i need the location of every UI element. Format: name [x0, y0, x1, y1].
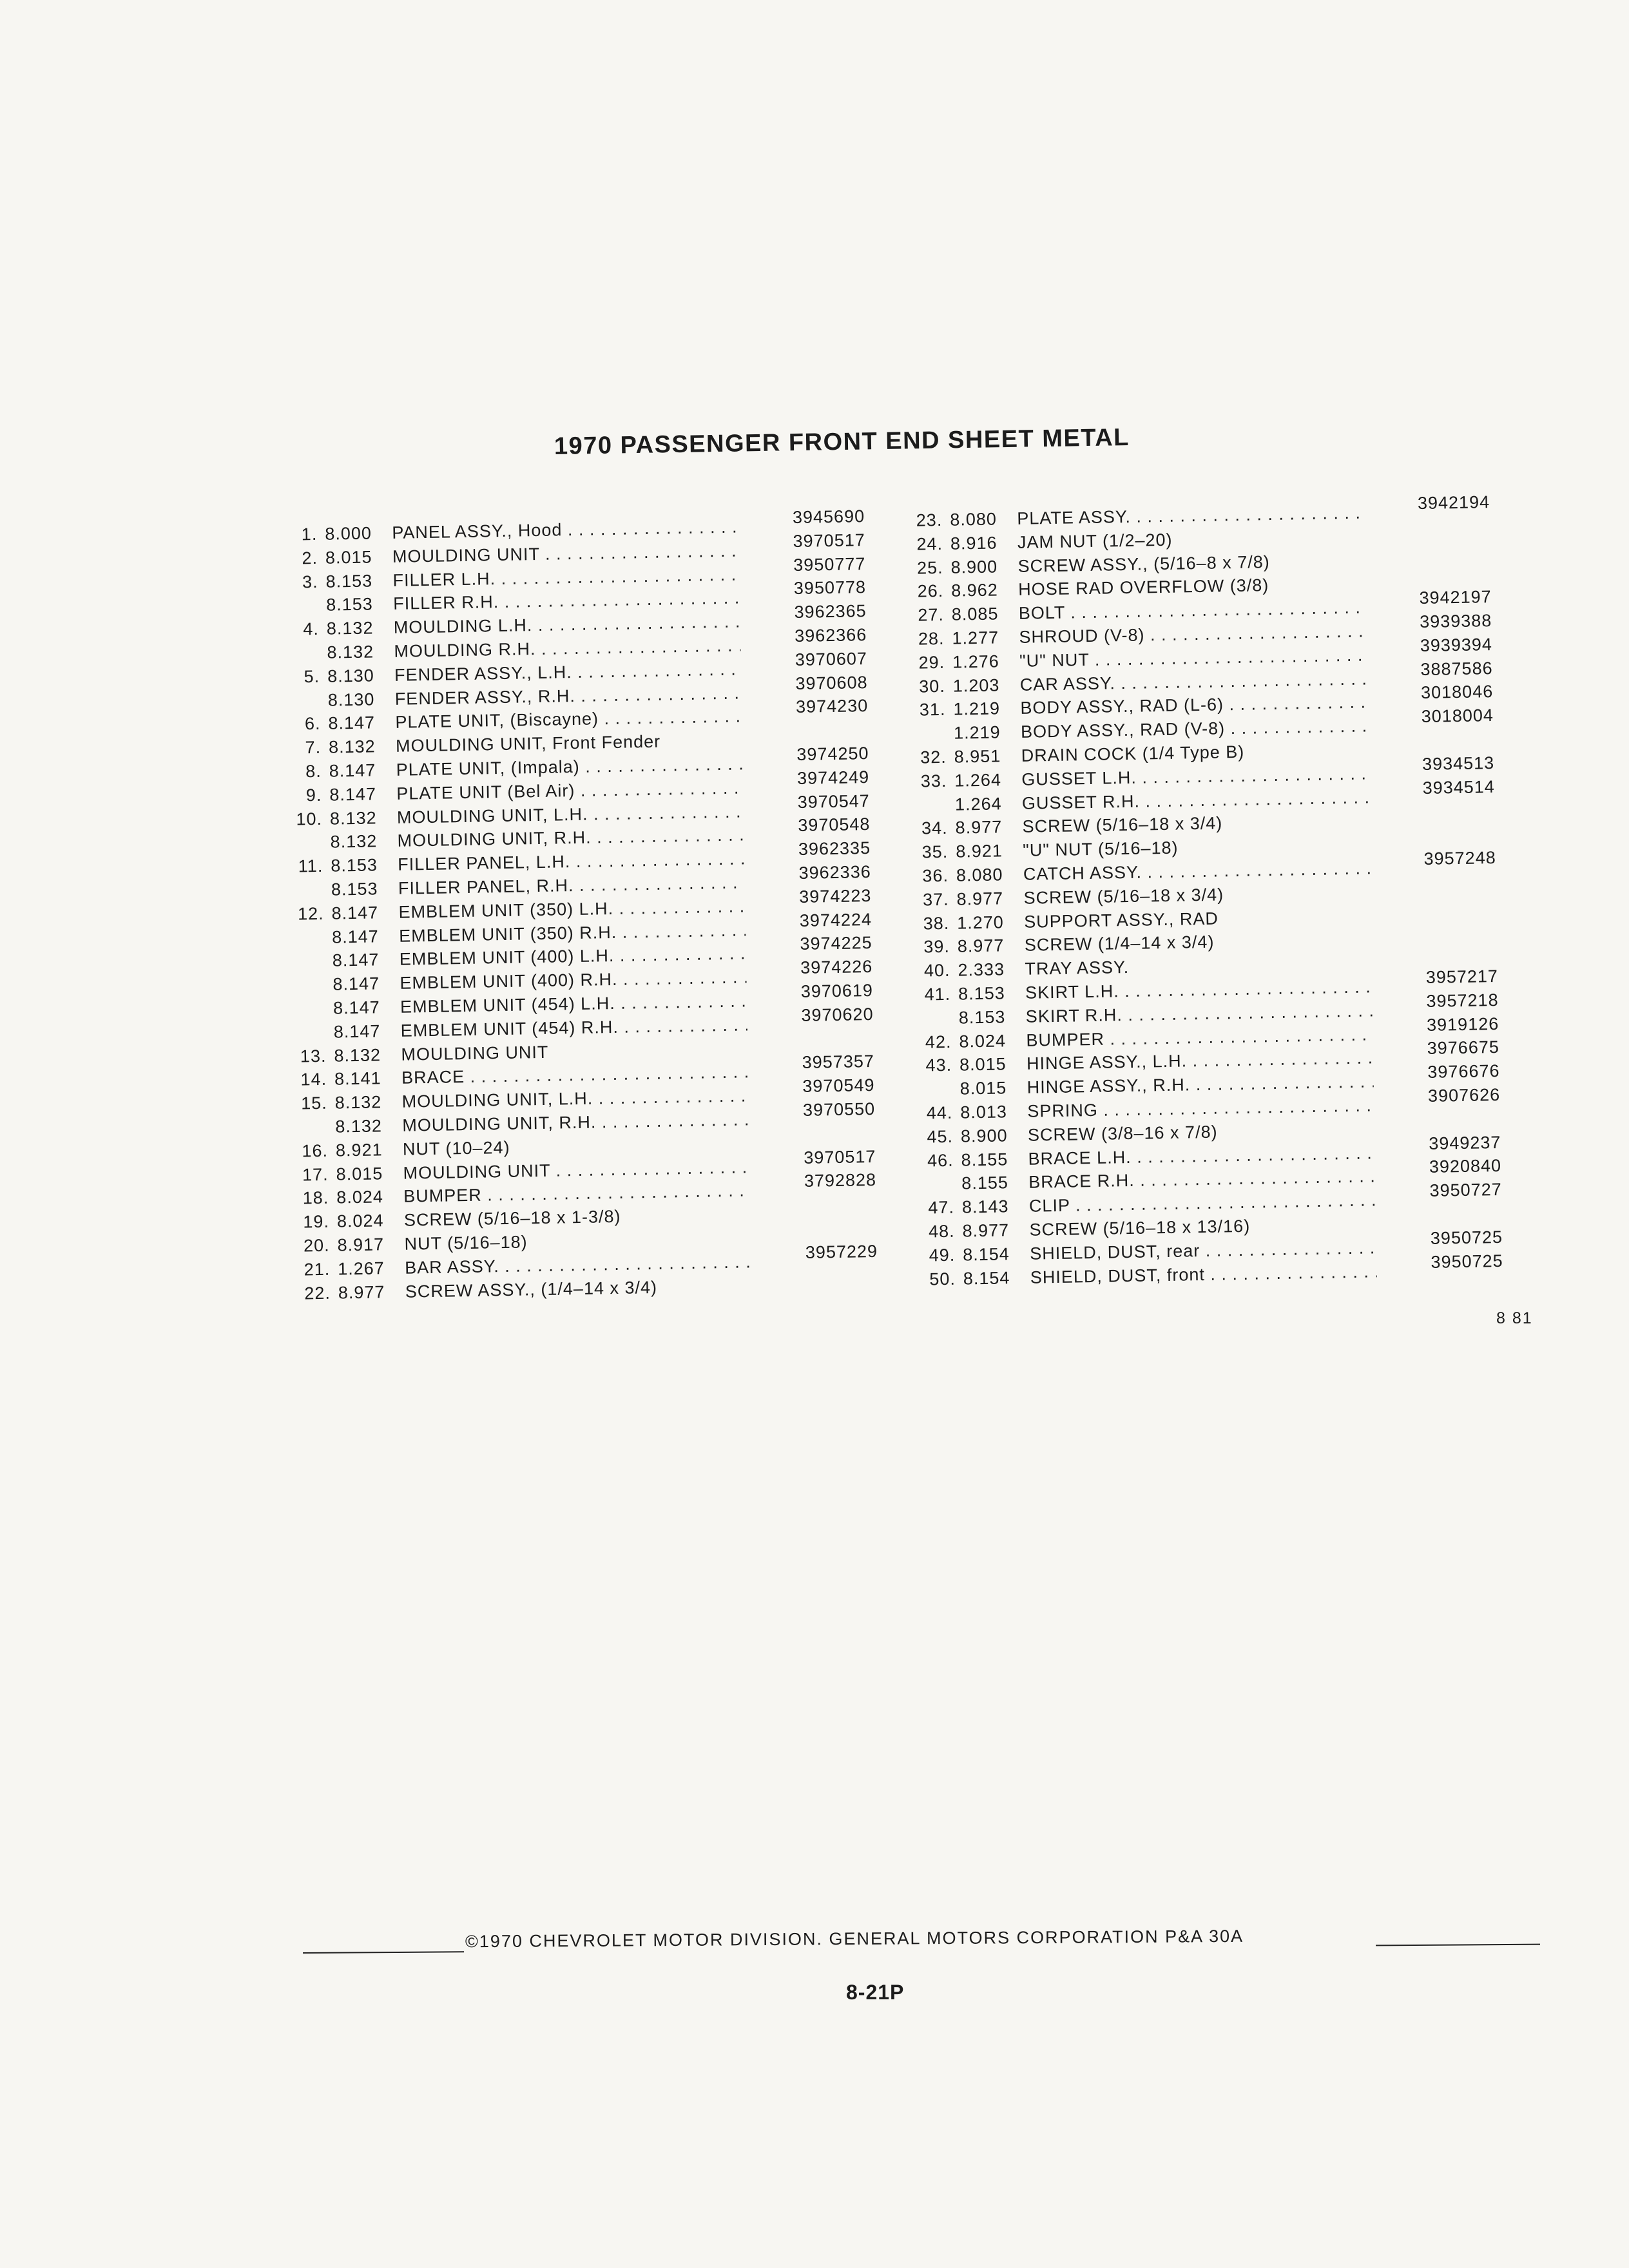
item-number: [285, 949, 325, 950]
item-number: 8.: [305, 761, 322, 782]
item-number: 37.: [922, 889, 949, 910]
item-number: 45.: [927, 1126, 954, 1147]
group-code: 8.147: [332, 950, 380, 970]
part-description: FILLER L.H. . . .: [392, 562, 740, 592]
part-description: SHIELD, DUST, rear . . .: [1030, 1236, 1377, 1265]
part-number: 3950777: [793, 553, 866, 575]
part-description: BRACE . . .: [401, 1061, 749, 1090]
part-description: MOULDING UNIT . . .: [403, 1155, 750, 1185]
part-number: 3949237: [1429, 1132, 1501, 1153]
part-description: CATCH ASSY. . . .: [1023, 856, 1371, 886]
part-description: BODY ASSY., RAD (L-6) . . .: [1020, 691, 1367, 720]
group-code: 8.024: [336, 1187, 384, 1207]
item-number: 1.: [301, 524, 318, 544]
part-number: 3974224: [799, 909, 872, 930]
group-code: 8.921: [956, 841, 1003, 861]
group-code: 8.132: [328, 736, 376, 757]
part-description: BRACE R.H. . . .: [1028, 1165, 1376, 1195]
part-description: SUPPORT ASSY., RAD: [1023, 908, 1219, 932]
item-number: 42.: [925, 1032, 952, 1052]
group-code: 8.141: [334, 1068, 381, 1089]
item-number: 29.: [918, 652, 945, 673]
group-code: 8.153: [958, 1007, 1006, 1028]
part-description: DRAIN COCK (1/4 Type B): [1021, 742, 1245, 765]
item-number: 15.: [300, 1093, 327, 1113]
group-code: 8.153: [331, 879, 378, 899]
item-number: 10.: [296, 809, 323, 829]
item-number: [285, 973, 325, 974]
item-number: 27.: [918, 605, 945, 625]
parts-list-right-column: [902, 492, 1509, 1291]
group-code: 8.977: [338, 1282, 385, 1303]
footer: [303, 1924, 1553, 1959]
part-number: 3970517: [804, 1146, 876, 1168]
group-code: 8.154: [962, 1244, 1010, 1265]
part-number: 3939394: [1420, 634, 1493, 655]
group-code: 8.147: [329, 760, 376, 781]
item-number: 49.: [929, 1245, 956, 1265]
part-description: CAR ASSY. . . .: [1019, 667, 1367, 697]
parts-list-left-column: [277, 506, 883, 1305]
group-code: 8.015: [959, 1078, 1007, 1099]
item-number: 35.: [921, 841, 949, 862]
part-number: 3970620: [801, 1004, 874, 1025]
item-number: 41.: [924, 984, 951, 1004]
part-number: 3974223: [798, 885, 872, 907]
group-code: 8.130: [327, 689, 375, 710]
part-description: CLIP . . .: [1029, 1188, 1376, 1218]
group-code: 8.900: [950, 557, 998, 577]
part-description: SCREW (5/16–18 x 13/16): [1029, 1216, 1251, 1240]
copyright-line: ©1970 CHEVROLET MOTOR DIVISION. GENERAL MOTORS CORPORATION P&A 30A: [465, 1926, 1244, 1952]
page-number: 8-21P: [846, 1981, 905, 2004]
part-description: MOULDING UNIT: [401, 1042, 549, 1064]
item-number: 46.: [927, 1150, 954, 1170]
item-number: [278, 593, 318, 594]
part-number: 3939388: [1419, 611, 1492, 631]
part-description: BAR ASSY. . . .: [405, 1250, 752, 1280]
part-description: MOULDING UNIT, R.H. . . .: [397, 823, 744, 853]
part-number: 3018004: [1421, 706, 1494, 727]
group-code: 1.264: [954, 770, 1002, 791]
item-number: [279, 641, 319, 642]
part-description: FENDER ASSY., R.H. . . .: [394, 681, 742, 711]
item-number: 25.: [916, 557, 943, 578]
item-number: [914, 1172, 954, 1173]
part-description: BRACE L.H. . . .: [1028, 1141, 1375, 1171]
part-description: HINGE ASSY., L.H. . . .: [1027, 1046, 1374, 1076]
group-code: 1.203: [952, 675, 1000, 696]
part-description: EMBLEM UNIT (400) L.H. . . .: [400, 942, 747, 972]
group-code: 8.147: [329, 784, 377, 805]
part-description: SCREW (5/16–18 x 3/4): [1022, 813, 1223, 837]
part-number: 3907626: [1427, 1084, 1501, 1106]
part-description: NUT (5/16–18): [404, 1232, 528, 1254]
item-number: 7.: [305, 738, 322, 758]
part-number: 3970550: [802, 1099, 876, 1120]
group-code: 1.219: [953, 698, 1001, 720]
part-number: 3974225: [800, 933, 872, 954]
item-number: 9.: [305, 785, 322, 805]
part-description: BUMPER . . .: [1026, 1023, 1373, 1052]
group-code: 8.132: [327, 642, 374, 662]
item-number: 3.: [302, 572, 318, 591]
part-number: 3018046: [1420, 682, 1494, 703]
group-code: 8.000: [325, 523, 372, 544]
group-code: 8.153: [325, 571, 373, 591]
group-code: 8.132: [326, 618, 374, 639]
part-description: MOULDING UNIT, R.H. . . .: [402, 1108, 749, 1137]
part-description: HINGE ASSY., R.H. . . .: [1027, 1070, 1374, 1099]
part-number: 3950727: [1429, 1180, 1502, 1200]
item-number: 38.: [923, 913, 950, 934]
part-description: SPRING . . .: [1027, 1093, 1374, 1123]
group-code: 8.977: [956, 889, 1004, 909]
group-code: 8.917: [337, 1235, 385, 1255]
item-number: 30.: [918, 676, 946, 697]
item-number: [287, 1115, 327, 1116]
group-code: 8.153: [958, 983, 1005, 1004]
group-code: 8.143: [961, 1196, 1009, 1217]
part-number: 3792828: [804, 1170, 877, 1191]
item-number: 22.: [304, 1283, 331, 1303]
item-number: 14.: [300, 1070, 327, 1090]
part-description: FILLER PANEL, R.H. . . .: [398, 870, 746, 900]
group-code: 8.155: [961, 1173, 1009, 1193]
part-description: MOULDING UNIT . . .: [392, 539, 740, 568]
group-code: 8.153: [331, 855, 378, 876]
item-number: 13.: [300, 1046, 327, 1066]
group-code: 8.080: [950, 509, 998, 530]
part-description: PLATE ASSY. . . .: [1017, 501, 1364, 531]
part-description: EMBLEM UNIT (454) L.H. . . .: [400, 989, 747, 1019]
group-code: 8.024: [336, 1211, 384, 1231]
part-description: EMBLEM UNIT (350) L.H. . . .: [398, 894, 746, 924]
part-description: FILLER PANEL, L.H. . . .: [398, 847, 745, 877]
group-code: 8.147: [331, 926, 380, 947]
part-number: 3950725: [1430, 1227, 1503, 1248]
part-description: SKIRT R.H. . . .: [1025, 999, 1373, 1028]
group-code: 8.921: [335, 1140, 383, 1160]
part-number: 3976675: [1427, 1037, 1500, 1059]
part-number: 3957229: [805, 1241, 878, 1262]
part-number: 3945690: [792, 506, 865, 528]
group-code: 8.024: [959, 1030, 1007, 1052]
part-description: PANEL ASSY., Hood . . .: [392, 515, 739, 545]
part-number: 3950725: [1431, 1251, 1503, 1272]
group-code: 8.132: [330, 831, 378, 852]
part-description: EMBLEM UNIT (400) R.H. . . .: [400, 966, 747, 995]
part-description: NUT (10–24): [402, 1137, 510, 1159]
item-number: 19.: [303, 1211, 330, 1232]
item-number: 39.: [923, 937, 950, 957]
item-number: 34.: [921, 818, 948, 838]
group-code: 8.155: [961, 1149, 1008, 1170]
item-number: [912, 1077, 952, 1078]
group-code: 8.900: [960, 1126, 1008, 1146]
part-number: 3970607: [795, 648, 868, 669]
part-description: GUSSET R.H. . . .: [1022, 785, 1369, 815]
item-number: 16.: [302, 1140, 329, 1161]
part-description: MOULDING UNIT, L.H. . . .: [401, 1084, 749, 1113]
part-description: EMBLEM UNIT (350) R.H. . . .: [399, 918, 746, 948]
part-number: 3934514: [1422, 776, 1496, 798]
group-code: 8.130: [327, 666, 374, 686]
part-description: TRAY ASSY.: [1025, 957, 1130, 979]
part-description: HOSE RAD OVERFLOW (3/8): [1017, 575, 1269, 600]
part-number: 3970549: [802, 1075, 875, 1097]
group-code: 1.264: [954, 793, 1002, 814]
part-number: 3920840: [1429, 1156, 1502, 1177]
part-number: 3957248: [1423, 847, 1496, 869]
group-code: 8.153: [325, 594, 374, 615]
item-number: [911, 1006, 950, 1007]
part-description: BOLT . . .: [1019, 596, 1366, 626]
part-description: SHIELD, DUST, front . . .: [1030, 1260, 1378, 1289]
group-code: 8.962: [950, 580, 999, 601]
item-number: 5.: [304, 666, 320, 687]
group-code: 8.013: [960, 1102, 1008, 1122]
part-description: SKIRT L.H. . . .: [1025, 975, 1373, 1004]
item-number: 4.: [303, 619, 320, 639]
part-number: 3962365: [794, 601, 867, 622]
part-description: SCREW (3/8–16 x 7/8): [1027, 1122, 1218, 1145]
part-number: 3942194: [1417, 492, 1490, 514]
item-number: 33.: [920, 771, 947, 791]
part-number: 3962336: [798, 861, 871, 883]
part-number: 3976676: [1427, 1061, 1500, 1082]
part-number: 3974250: [796, 743, 869, 764]
group-code: 8.916: [950, 533, 998, 553]
group-code: 8.951: [954, 746, 1001, 767]
item-number: 47.: [928, 1197, 955, 1218]
item-number: [284, 925, 324, 926]
part-description: SCREW ASSY., (1/4–14 x 3/4): [405, 1277, 658, 1302]
part-number: 3957357: [802, 1052, 875, 1073]
part-description: SCREW (1/4–14 x 3/4): [1024, 932, 1215, 956]
page-note: 8 81: [1496, 1309, 1533, 1327]
part-description: MOULDING UNIT, Front Fender: [395, 731, 661, 756]
part-description: FENDER ASSY., L.H. . . .: [394, 657, 742, 687]
part-number: 3974226: [800, 957, 873, 978]
group-code: 8.147: [333, 974, 380, 994]
part-description: PLATE UNIT, (Impala) . . .: [396, 752, 743, 782]
item-number: [280, 688, 320, 689]
group-code: 8.147: [333, 1021, 381, 1042]
part-description: JAM NUT (1/2–20): [1017, 530, 1173, 552]
part-description: GUSSET L.H. . . .: [1021, 762, 1369, 791]
item-number: 18.: [302, 1188, 329, 1208]
group-code: 1.277: [952, 628, 999, 648]
part-number: 3934513: [1422, 753, 1495, 774]
part-number: 3957217: [1425, 966, 1499, 987]
item-number: 23.: [916, 510, 943, 530]
part-number: 3962366: [794, 625, 867, 646]
page-title: 1970 PASSENGER FRONT END SHEET METAL: [554, 423, 1130, 460]
group-code: 8.085: [951, 604, 999, 624]
item-number: 50.: [929, 1269, 956, 1289]
item-number: 32.: [920, 747, 947, 767]
part-description: "U" NUT . . .: [1019, 643, 1367, 673]
part-description: SCREW (5/16–18 x 3/4): [1023, 885, 1224, 908]
part-description: "U" NUT (5/16–18): [1023, 838, 1179, 860]
group-code: 8.080: [956, 865, 1003, 885]
group-code: 8.977: [962, 1220, 1010, 1241]
footer-rule-left: [303, 1951, 464, 1954]
group-code: 8.977: [957, 936, 1005, 956]
group-code: 8.132: [335, 1116, 383, 1137]
footer-rule-right: [1376, 1944, 1540, 1946]
group-code: 8.147: [328, 713, 376, 734]
item-number: 31.: [919, 700, 946, 720]
part-number: 3957218: [1426, 990, 1499, 1011]
part-description: PLATE UNIT (Bel Air) . . .: [396, 776, 744, 805]
part-number: 3950778: [793, 577, 867, 599]
part-description: FILLER R.H. . . .: [393, 586, 740, 616]
group-code: 8.015: [959, 1054, 1007, 1075]
item-number: 12.: [297, 903, 324, 924]
group-code: 8.132: [329, 807, 377, 829]
item-number: 28.: [918, 628, 945, 649]
part-description: EMBLEM UNIT (454) R.H. . . .: [400, 1013, 747, 1043]
item-number: 11.: [298, 856, 323, 876]
item-number: 40.: [923, 960, 950, 981]
group-code: 8.132: [334, 1044, 381, 1066]
part-number: 3970548: [798, 814, 871, 836]
group-code: 8.147: [333, 997, 380, 1018]
part-number: 3974249: [796, 767, 870, 788]
item-number: 24.: [916, 533, 943, 554]
part-number: 3962335: [798, 838, 871, 860]
item-number: 17.: [302, 1164, 329, 1184]
part-description: MOULDING L.H. . . .: [394, 610, 741, 640]
part-number: 3970608: [795, 672, 868, 693]
group-code: 8.015: [325, 547, 372, 568]
item-number: 20.: [303, 1235, 330, 1256]
part-description: MOULDING UNIT, L.H. . . .: [397, 800, 744, 829]
part-description: SCREW ASSY., (5/16–8 x 7/8): [1017, 552, 1270, 576]
part-description: SHROUD (V-8) . . .: [1019, 619, 1366, 649]
part-number: 3919126: [1426, 1014, 1499, 1035]
item-number: 36.: [922, 865, 949, 886]
item-number: 21.: [304, 1259, 331, 1280]
group-code: 8.132: [334, 1092, 382, 1113]
part-description: SCREW (5/16–18 x 1-3/8): [403, 1206, 621, 1230]
item-number: 6.: [304, 714, 321, 734]
group-code: 2.333: [958, 959, 1005, 980]
group-code: 1.267: [337, 1258, 385, 1279]
group-code: 8.977: [955, 817, 1003, 838]
group-code: 1.219: [953, 722, 1001, 743]
group-code: 8.147: [331, 903, 379, 923]
item-number: 44.: [926, 1102, 953, 1123]
item-number: 2.: [302, 548, 318, 568]
part-number: 3974230: [795, 696, 869, 717]
part-number: 3970547: [797, 791, 871, 812]
item-number: 26.: [917, 581, 944, 601]
part-number: 3942197: [1419, 587, 1492, 608]
group-code: 1.270: [956, 912, 1005, 933]
part-description: BUMPER . . .: [403, 1179, 751, 1209]
part-description: BODY ASSY., RAD (V-8) . . .: [1021, 715, 1368, 744]
group-code: 8.154: [963, 1267, 1010, 1289]
group-code: 8.015: [336, 1163, 383, 1184]
part-description: MOULDING R.H. . . .: [394, 633, 741, 663]
item-number: 48.: [928, 1221, 955, 1242]
item-number: 43.: [925, 1055, 952, 1075]
item-number: [284, 878, 323, 879]
part-number: 3887586: [1420, 658, 1493, 679]
part-number: 3970619: [800, 980, 874, 1001]
part-number: 3970517: [793, 530, 865, 551]
group-code: 1.276: [952, 651, 999, 672]
part-description: PLATE UNIT, (Biscayne) . . .: [395, 705, 742, 735]
